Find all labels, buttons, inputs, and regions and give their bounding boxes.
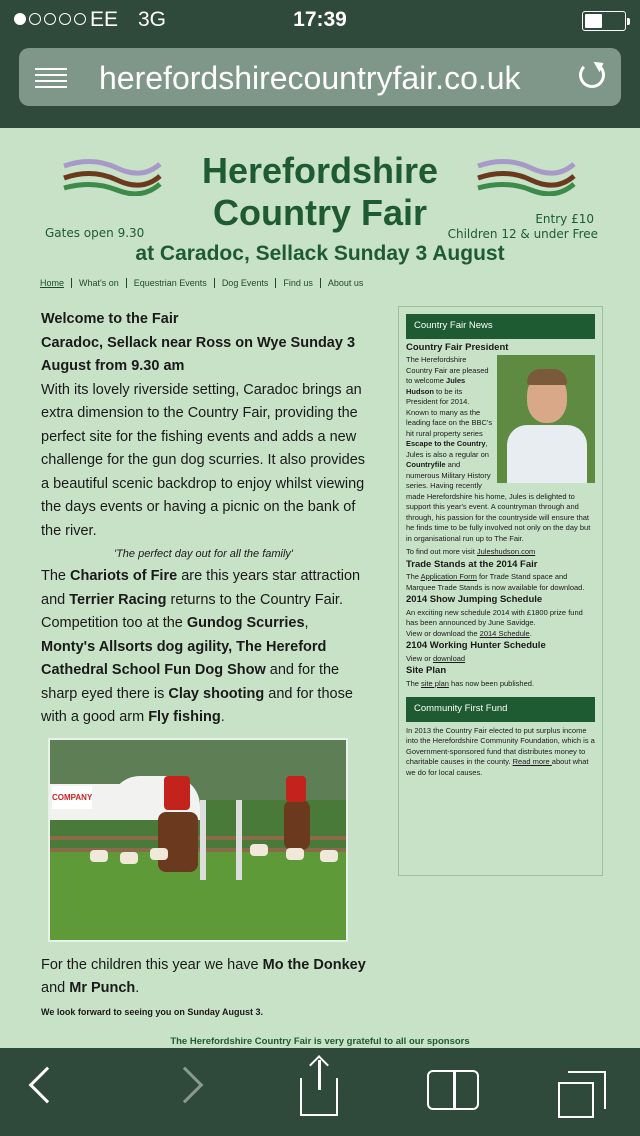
news-sidebar-heading: Country Fair News: [406, 314, 595, 339]
photo-hound: [150, 848, 168, 860]
browser-address-area: [0, 40, 640, 128]
working-hunter-text: [406, 654, 595, 665]
carrier-name: EE: [90, 8, 119, 31]
show-jumping-text: An exciting new schedule 2014 with £1800 prize fund has been announced by June Savidge.: [406, 607, 583, 627]
text-run: .: [135, 980, 140, 996]
nav-whats-on[interactable]: What's on: [72, 278, 127, 288]
text-run: View or: [406, 653, 433, 663]
bookmarks-icon[interactable]: [427, 1070, 479, 1110]
site-title-line2: Country Fair: [212, 192, 427, 233]
tagline-quote: 'The perfect day out for all the family': [113, 548, 294, 560]
gundog-scurries-text: Gundog Scurries: [186, 615, 305, 631]
children-free-text: Children 12 & under Free: [447, 227, 598, 241]
photo-horse: [284, 800, 310, 850]
photo-grass: [50, 850, 346, 942]
text-run: ,: [304, 615, 309, 631]
url-text[interactable]: herefordshirecountryfair.co.uk: [99, 60, 521, 96]
text-run: The: [406, 572, 421, 581]
venue-subheading: Caradoc, Sellack near Ross on Wye Sunday 3 August from 9.30 am: [41, 334, 356, 374]
children-paragraph: [41, 954, 366, 1001]
entry-price-text: Entry £10: [535, 212, 594, 226]
photo-hair: [527, 369, 567, 385]
venue-date-subtitle: at Caradoc, Sellack Sunday 3 August: [135, 242, 505, 265]
mo-the-donkey-text: Mo the Donkey: [262, 956, 366, 973]
text-run: and numerous Military History series. Having recently made Herefordshire his home, Jules is delighted to support this year's event. A countryman through and through, his passion for the countryside will ensure that he finds time to be fully involved not only on the day but in organisational run up to The Fair.: [406, 460, 591, 543]
status-bar: [0, 0, 640, 40]
trade-stands-heading: Trade Stands at the 2014 Fair: [406, 558, 538, 570]
back-icon[interactable]: [29, 1067, 66, 1104]
battery-level: [585, 14, 602, 28]
text-run: The Herefordshire Country Fair are pleased to welcome: [406, 355, 489, 385]
application-form-link[interactable]: Application Form: [420, 572, 477, 581]
web-page: [0, 128, 640, 1048]
photo-hound: [90, 850, 108, 862]
intro-paragraph: With its lovely riverside setting, Caradoc brings an extra dimension to the Country Fair, providing the perfect site for the fishing events and adds a new challenge for the gun dog scurries. It also provides a beautiful scenic backdrop to enjoy whilst viewing the days events or having a picnic on the bank of the river.: [41, 381, 366, 539]
nav-equestrian-events[interactable]: Equestrian Events: [127, 278, 215, 288]
schedule-2014-link[interactable]: 2014 Schedule: [479, 628, 530, 638]
show-jumping-heading: 2014 Show Jumping Schedule: [406, 594, 543, 605]
nav-find-us[interactable]: Find us: [276, 278, 321, 288]
photo-rider: [286, 776, 306, 802]
reload-icon[interactable]: [579, 62, 605, 88]
browser-toolbar: [0, 1048, 640, 1136]
mr-punch-text: Mr Punch: [69, 980, 136, 996]
text-run: .: [220, 709, 225, 725]
main-content: [41, 308, 366, 1024]
clay-shooting-text: Clay shooting: [168, 685, 265, 702]
welcome-heading: Welcome to the Fair: [41, 311, 179, 327]
forward-icon[interactable]: [167, 1067, 204, 1104]
photo-hound: [286, 848, 304, 860]
text-run: .: [529, 628, 532, 638]
sponsors-heading: The Herefordshire Country Fair is very grateful to all our sponsors: [170, 1036, 470, 1047]
text-run: To find out more visit: [406, 547, 477, 556]
text-run: are this years star attraction and: [41, 568, 361, 608]
text-run: For the children this year we have: [41, 956, 263, 973]
juleshudson-link[interactable]: Juleshudson.com: [476, 547, 536, 556]
text-run: and: [41, 980, 70, 996]
address-bar[interactable]: [19, 48, 621, 106]
battery-icon: [582, 11, 626, 31]
top-navigation: [40, 278, 370, 288]
closing-note: We look forward to seeing you on Sunday August 3.: [41, 1006, 264, 1017]
chariots-of-fire-text: Chariots of Fire: [70, 568, 178, 584]
trade-stands-text: [406, 572, 595, 593]
site-header: [0, 128, 640, 278]
share-icon[interactable]: [300, 1078, 338, 1116]
text-run: The: [406, 678, 422, 688]
nav-home[interactable]: Home: [40, 278, 72, 288]
site-title-line1: Herefordshire: [201, 150, 439, 191]
attractions-paragraph: [41, 565, 366, 730]
photo-jump-pole: [200, 800, 206, 880]
nav-dog-events[interactable]: Dog Events: [215, 278, 277, 288]
text-run: to be its President for 2014. Known to many as the leading face on the BBC's hit rural property series: [406, 386, 493, 438]
show-name: Countryfile: [406, 460, 446, 469]
president-heading: Country Fair President: [406, 341, 509, 353]
photo-shirt: [507, 425, 587, 483]
fly-fishing-text: Fly fishing: [148, 709, 221, 725]
nav-about-us[interactable]: About us: [327, 278, 364, 288]
working-hunter-heading: 2104 Working Hunter Schedule: [406, 640, 546, 651]
text-run: has now been published.: [448, 678, 535, 688]
find-more-text: [406, 547, 595, 558]
photo-banner: COMPANY: [52, 786, 92, 810]
text-run: returns to the Country Fair. Competition too at the: [41, 591, 343, 631]
download-link[interactable]: download: [432, 653, 466, 663]
text-run: and for those with a good arm: [41, 685, 353, 725]
community-fund-text: [406, 726, 595, 779]
photo-horse: [158, 812, 198, 872]
show-name: Escape to the Country: [406, 439, 486, 448]
text-run: about what we do for local causes.: [406, 757, 589, 777]
site-plan-text: [406, 679, 595, 690]
president-name: Jules Hudson: [406, 376, 466, 396]
tabs-icon[interactable]: [558, 1082, 594, 1118]
gates-open-text: Gates open 9.30: [45, 226, 145, 240]
terrier-racing-text: Terrier Racing: [69, 591, 167, 608]
reader-menu-icon[interactable]: [35, 68, 67, 86]
show-jumping-download: [406, 629, 595, 640]
photo-hound: [250, 844, 268, 856]
photo-hound: [320, 850, 338, 862]
site-plan-link[interactable]: site plan: [421, 678, 449, 688]
read-more-link[interactable]: Read more: [512, 757, 552, 766]
text-run: View or download the: [406, 628, 480, 638]
dog-shows-text: Monty's Allsorts dog agility, The Hereford Cathedral School Fun Dog Show: [41, 638, 327, 678]
text-run: for Trade Stand space and Marquee Trade Stands is now available for download.: [406, 572, 585, 592]
site-plan-heading: Site Plan: [406, 665, 447, 676]
news-sidebar: [398, 306, 603, 876]
hunt-photo: [48, 738, 348, 942]
photo-rider: [164, 776, 190, 810]
text-run: The: [41, 568, 71, 584]
network-type: 3G: [138, 8, 167, 31]
text-run: In 2013 the Country Fair elected to put surplus income into the Herefordshire Community Foundation, which is a Government-sponsored fund that distributes money to charitable causes in the county.: [406, 725, 595, 766]
photo-hound: [120, 852, 138, 864]
text-run: , Jules is also a regular on: [406, 439, 489, 459]
text-run: and for the sharp eyed there is: [41, 662, 340, 702]
photo-jump-pole: [236, 800, 242, 880]
community-fund-heading: Community First Fund: [406, 697, 595, 722]
president-photo: [497, 355, 595, 483]
clock: 17:39: [293, 8, 347, 31]
